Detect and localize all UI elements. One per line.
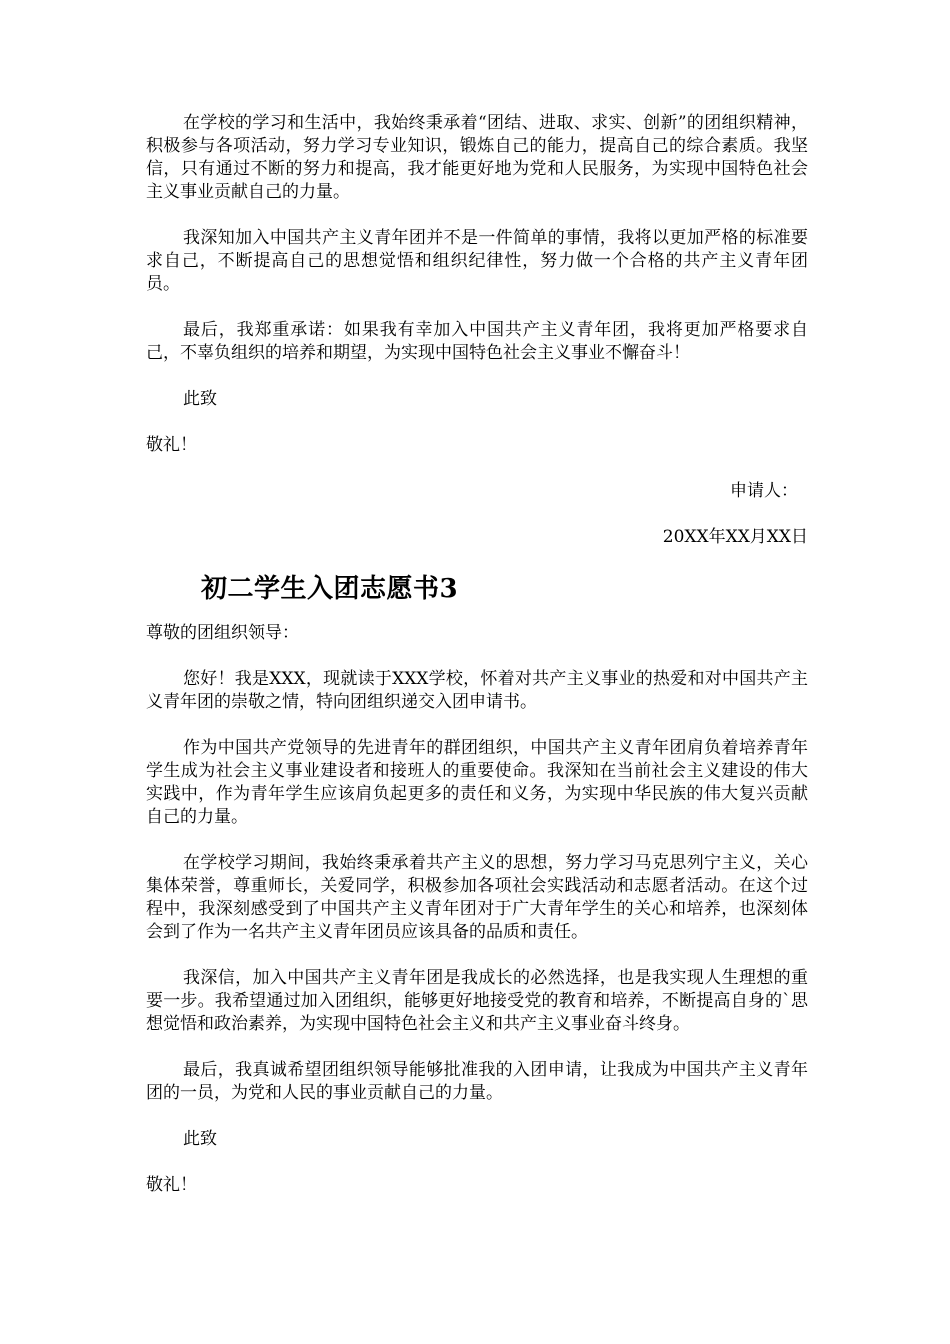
paragraph: 在学校的学习和生活中，我始终秉承着“团结、进取、求实、创新”的团组织精神，积极参与各项活动，努力学习专业知识，锻炼自己的能力，提高自己的综合素质。我坚信，只有通过不断的努力和提高，我才能更好地为党和人民服务，为实现中国特色社会主义事业贡献自己的力量。 bbox=[146, 113, 808, 202]
paragraph: 我深知加入中国共产主义青年团并不是一件简单的事情，我将以更加严格的标准要求自己，不断提高自己的思想觉悟和组织纪律性，努力做一个合格的共产主义青年团员。 bbox=[146, 228, 808, 294]
paragraph: 最后，我真诚希望团组织领导能够批准我的入团申请，让我成为中国共产主义青年团的一员，为党和人民的事业贡献自己的力量。 bbox=[146, 1060, 808, 1103]
closing-line: 此致 bbox=[183, 389, 217, 409]
salutation: 尊敬的团组织领导： bbox=[146, 623, 299, 643]
closing-line: 此致 bbox=[183, 1129, 217, 1149]
date-line: 20XX年XX月XX日 bbox=[662, 527, 808, 547]
closing-salute: 敬礼！ bbox=[146, 1175, 197, 1195]
closing-salute: 敬礼！ bbox=[146, 435, 197, 455]
paragraph: 我深信，加入中国共产主义青年团是我成长的必然选择，也是我实现人生理想的重要一步。我希望通过加入团组织，能够更好地接受党的教育和培养，不断提高自身的`思想觉悟和政治素养，为实现中国特色社会主义和共产主义事业奋斗终身。 bbox=[146, 968, 808, 1034]
paragraph: 最后，我郑重承诺：如果我有幸加入中国共产主义青年团，我将更加严格要求自己，不辜负组织的培养和期望，为实现中国特色社会主义事业不懈奋斗！ bbox=[146, 320, 808, 363]
applicant-signature: 申请人： bbox=[730, 481, 798, 501]
paragraph: 在学校学习期间，我始终秉承着共产主义的思想，努力学习马克思列宁主义，关心集体荣誉，尊重师长，关爱同学，积极参加各项社会实践活动和志愿者活动。在这个过程中，我深刻感受到了中国共产主义青年团对于广大青年学生的关心和培养，也深刻体会到了作为一名共产主义青年团员应该具备的品质和责任。 bbox=[146, 853, 808, 942]
document-page bbox=[146, 112, 808, 1220]
paragraph: 作为中国共产党领导的先进青年的群团组织，中国共产主义青年团肩负着培养青年学生成为社会主义事业建设者和接班人的重要使命。我深知在当前社会主义建设的伟大实践中，作为青年学生应该肩负起更多的责任和义务，为实现中华民族的伟大复兴贡献自己的力量。 bbox=[146, 738, 808, 827]
section-title: 初二学生入团志愿书3 bbox=[201, 574, 459, 604]
paragraph: 您好！我是XXX，现就读于XXX学校，怀着对共产主义事业的热爱和对中国共产主义青年团的崇敬之情，特向团组织递交入团申请书。 bbox=[146, 669, 808, 712]
